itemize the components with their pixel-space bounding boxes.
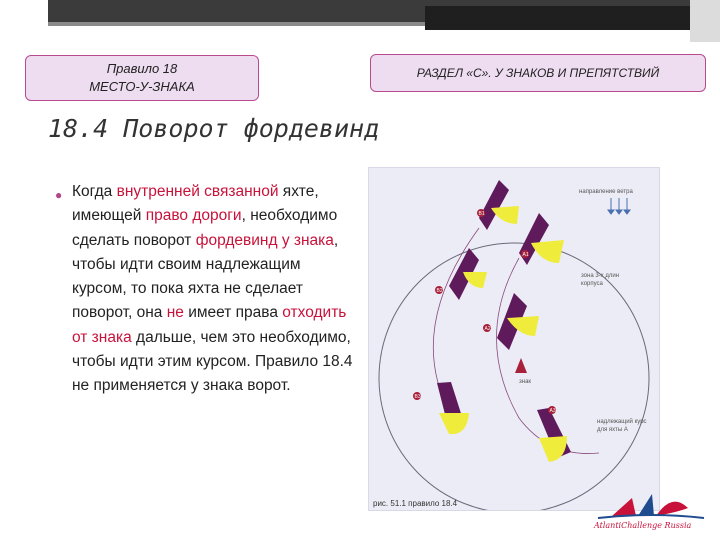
boat-b2-icon xyxy=(449,248,487,300)
atlantic-challenge-logo xyxy=(592,488,710,538)
rule-label-box xyxy=(25,55,259,101)
highlight-segment: право дороги xyxy=(145,207,242,225)
boat-label: B1 xyxy=(478,211,485,217)
text-segment: имеет права xyxy=(183,304,283,322)
logo-mark-icon xyxy=(592,488,710,522)
boat-label: B3 xyxy=(414,394,421,400)
text-segment: Когда xyxy=(72,183,117,200)
bullet-icon: ● xyxy=(55,188,63,202)
highlight-segment: не xyxy=(166,304,184,322)
highlight-segment: отходить от знака xyxy=(72,304,347,346)
wind-arrows-icon xyxy=(608,198,630,214)
section-label-box xyxy=(370,54,706,92)
logo-text: AtlantiChallenge Russia xyxy=(594,521,692,530)
top-decoration-bar xyxy=(0,0,720,30)
boat-b1-icon xyxy=(479,180,519,230)
text-segment: дальше, чем это необходимо, чтобы идти этим курсом. Правило 18.4 не применяется у знака ворот. xyxy=(72,328,353,395)
rule-name: МЕСТО-У-ЗНАКА xyxy=(89,79,195,94)
boat-a2-icon xyxy=(497,293,539,350)
figure-caption: рис. 51.1 правило 18.4 xyxy=(373,499,458,508)
mark-icon xyxy=(515,358,527,373)
section-label: РАЗДЕЛ «С». У ЗНАКОВ И ПРЕПЯТСТВИЙ xyxy=(416,66,660,80)
diagram-figure xyxy=(368,167,660,511)
rule-text xyxy=(72,180,357,399)
boat-b3-icon xyxy=(437,382,469,434)
rule-number: Правило 18 xyxy=(106,61,178,76)
wind-label: направление ветра xyxy=(579,189,633,195)
highlight-segment: внутренней связанной xyxy=(116,183,279,200)
text-segment: , необходимо сделать поворот xyxy=(72,207,338,249)
boat-label: A2 xyxy=(484,326,491,332)
page-title: 18.4 Поворот фордевинд xyxy=(48,114,380,143)
text-segment: , чтобы идти своим надлежащим курсом, то пока яхта не сделает поворот, она xyxy=(72,231,339,322)
course-label: надлежащий курс для яхты А xyxy=(597,419,647,433)
diagram-svg xyxy=(369,168,659,510)
highlight-segment: фордевинд у знака xyxy=(195,231,334,249)
boat-label: B2 xyxy=(436,288,443,294)
zone-label: зона 3-х длин корпуса xyxy=(581,273,620,287)
mark-label: знак xyxy=(519,379,532,385)
boat-a3-icon xyxy=(537,408,571,462)
text-segment: яхте, имеющей xyxy=(72,183,319,225)
boat-label: A1 xyxy=(522,252,529,258)
boat-label: A3 xyxy=(549,408,556,414)
